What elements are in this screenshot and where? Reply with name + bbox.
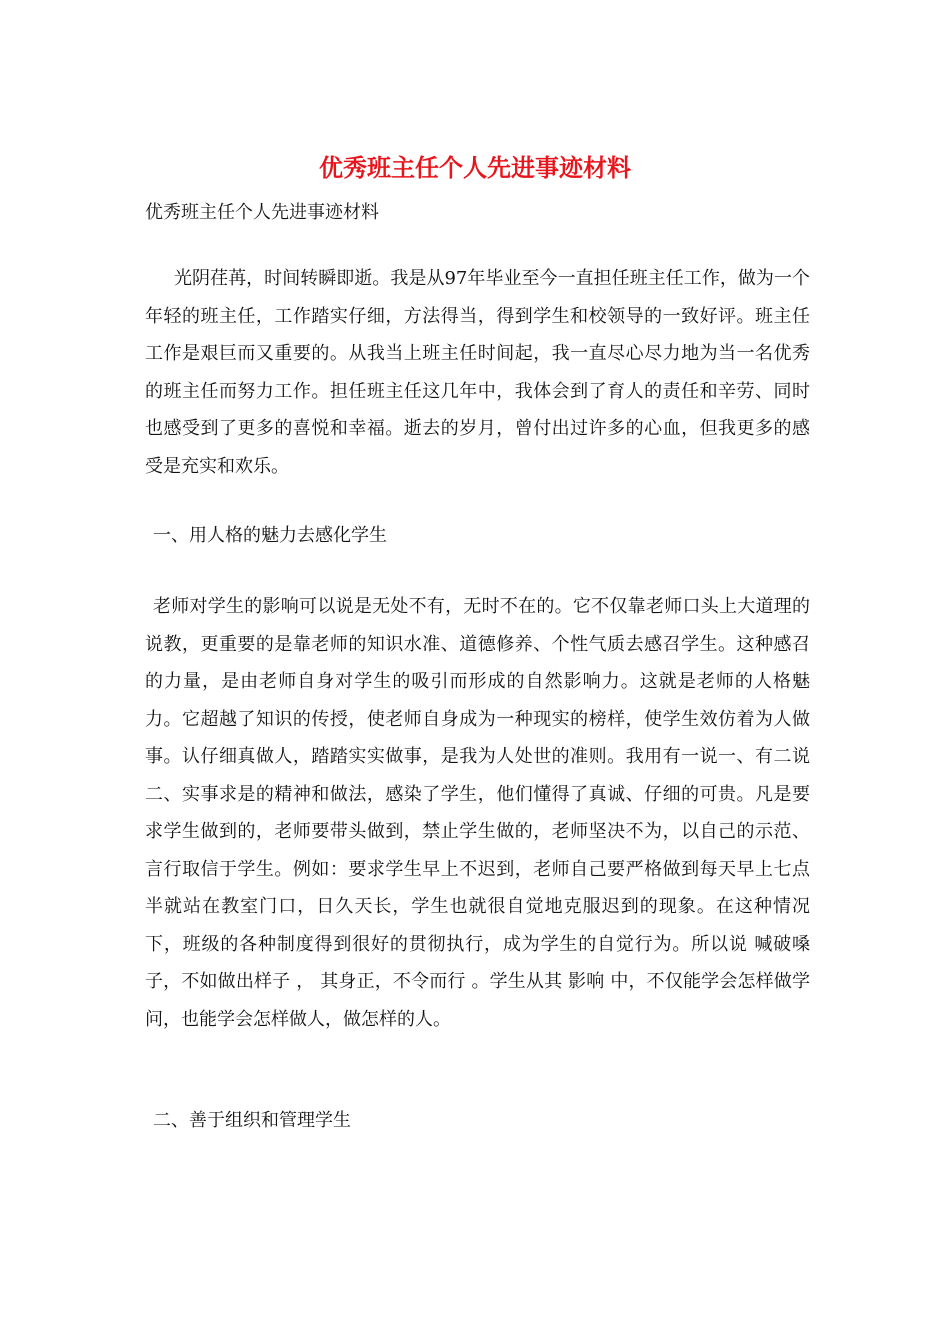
- section-heading-1: 一、用人格的魅力去感化学生: [153, 525, 387, 546]
- section-1-paragraph: 老师对学生的影响可以说是无处不有，无时不在的。它不仅靠老师口头上大道理的说教，更重要的是靠老师的知识水准、道德修养、个性气质去感召学生。这种感召的力量，是由老师自身对学生的吸引而形成的自然影响力。这就是老师的人格魅力。它超越了知识的传授，使老师自身成为一种现实的榜样，使学生效仿着为人做事。认仔细真做人，踏踏实实做事，是我为人处世的准则。我用有一说一、有二说二、实事求是的精神和做法，感染了学生，他们懂得了真诚、仔细的可贵。凡是要求学生做到的，老师要带头做到，禁止学生做的，老师坚决不为，以自己的示范、言行取信于学生。例如：要求学生早上不迟到，老师自己要严格做到每天早上七点半就站在教室门口，日久天长，学生也就很自觉地克服迟到的现象。在这种情况下，班级的各种制度得到很好的贯彻执行，成为学生的自觉行为。所以说 喊破嗓子，不如做出样子 ， 其身正，不令而行 。学生从其 影响 中，不仅能学会怎样做学问，也能学会怎样做人，做怎样的人。: [145, 596, 810, 1030]
- intro-paragraph: 光阴荏苒，时间转瞬即逝。我是从97年毕业至今一直担任班主任工作，做为一个年轻的班主任，工作踏实仔细，方法得当，得到学生和校领导的一致好评。班主任工作是艰巨而又重要的。从我当上班主任时间起，我一直尽心尽力地为当一名优秀的班主任而努力工作。担任班主任这几年中，我体会到了育人的责任和辛劳、同时也感受到了更多的喜悦和幸福。逝去的岁月，曾付出过许多的心血，但我更多的感受是充实和欢乐。: [145, 268, 810, 477]
- document-subtitle: 优秀班主任个人先进事迹材料: [145, 202, 379, 223]
- section-heading-2: 二、善于组织和管理学生: [153, 1110, 351, 1131]
- document-title: 优秀班主任个人先进事迹材料: [319, 153, 631, 182]
